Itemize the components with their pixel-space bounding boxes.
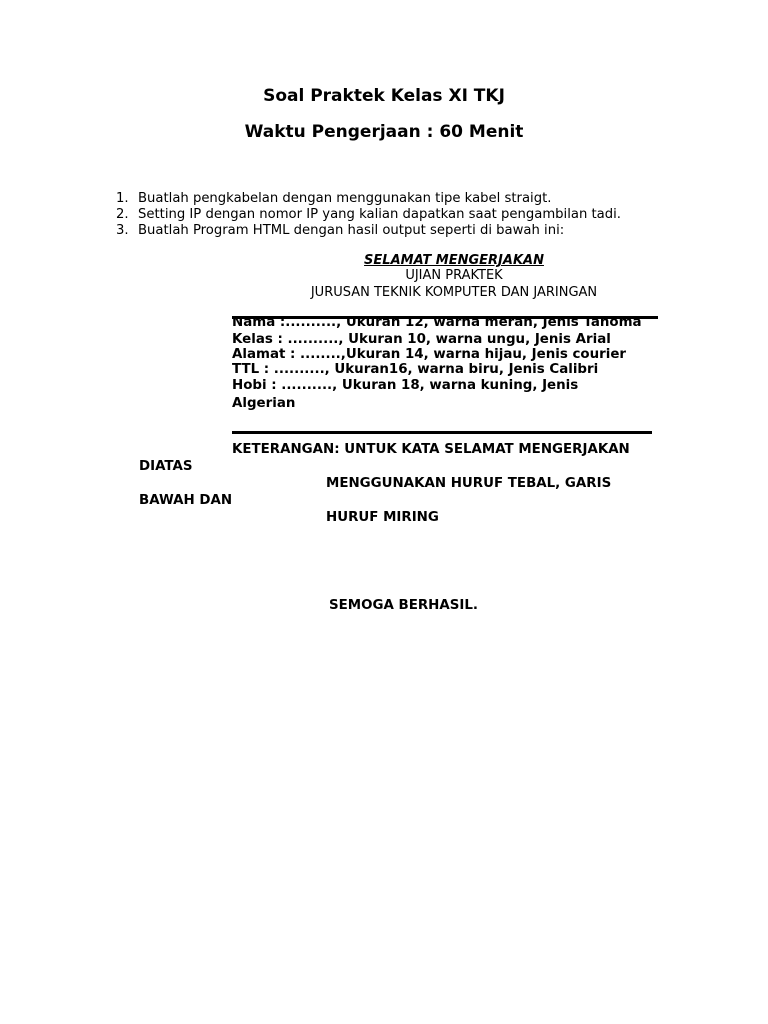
- closing-text: SEMOGA BERHASIL.: [329, 598, 478, 613]
- page-title: Soal Praktek Kelas XI TKJ: [263, 86, 505, 106]
- field-hobi: Hobi : .........., Ukuran 18, warna kuning, Jenis: [232, 378, 579, 393]
- field-alamat: Alamat : ........,Ukuran 14, warna hijau, Jenis courier: [232, 347, 627, 362]
- list-item: [116, 207, 621, 223]
- field-hobi-cont: Algerian: [232, 396, 296, 411]
- list-item-number: 2.: [116, 207, 129, 222]
- output-heading: SELAMAT MENGERJAKAN: [364, 253, 544, 268]
- time-subtitle: Waktu Pengerjaan : 60 Menit: [244, 122, 524, 142]
- note-line-3: MENGGUNAKAN HURUF TEBAL, GARIS: [326, 476, 612, 491]
- list-item: [116, 191, 621, 207]
- list-item-number: 1.: [116, 191, 129, 206]
- output-heading-wrap: [0, 253, 768, 268]
- note-line-1: KETERANGAN: UNTUK KATA SELAMAT MENGERJAKAN: [232, 442, 630, 457]
- list-item-text: Buatlah pengkabelan dengan menggunakan tipe kabel straigt.: [138, 191, 552, 206]
- field-ttl: TTL : .........., Ukuran16, warna biru, Jenis Calibri: [232, 362, 599, 377]
- field-nama: Nama :.........., Ukuran 12, warna merah, Jenis Tahoma: [232, 315, 642, 330]
- output-subtitle-exam: UJIAN PRAKTEK: [405, 268, 503, 283]
- list-item-text: Setting IP dengan nomor IP yang kalian dapatkan saat pengambilan tadi.: [138, 207, 621, 222]
- divider-bottom: [232, 431, 652, 434]
- list-item-text: Buatlah Program HTML dengan hasil output seperti di bawah ini:: [138, 223, 565, 238]
- field-kelas: Kelas : .........., Ukuran 10, warna ungu, Jenis Arial: [232, 332, 611, 347]
- note-line-2: DIATAS: [139, 459, 193, 474]
- note-line-5: HURUF MIRING: [326, 510, 439, 525]
- list-item: [116, 223, 621, 239]
- list-item-number: 3.: [116, 223, 129, 238]
- output-subtitle-department: JURUSAN TEKNIK KOMPUTER DAN JARINGAN: [310, 285, 598, 300]
- note-line-4: BAWAH DAN: [139, 493, 233, 508]
- instruction-list: [116, 191, 621, 239]
